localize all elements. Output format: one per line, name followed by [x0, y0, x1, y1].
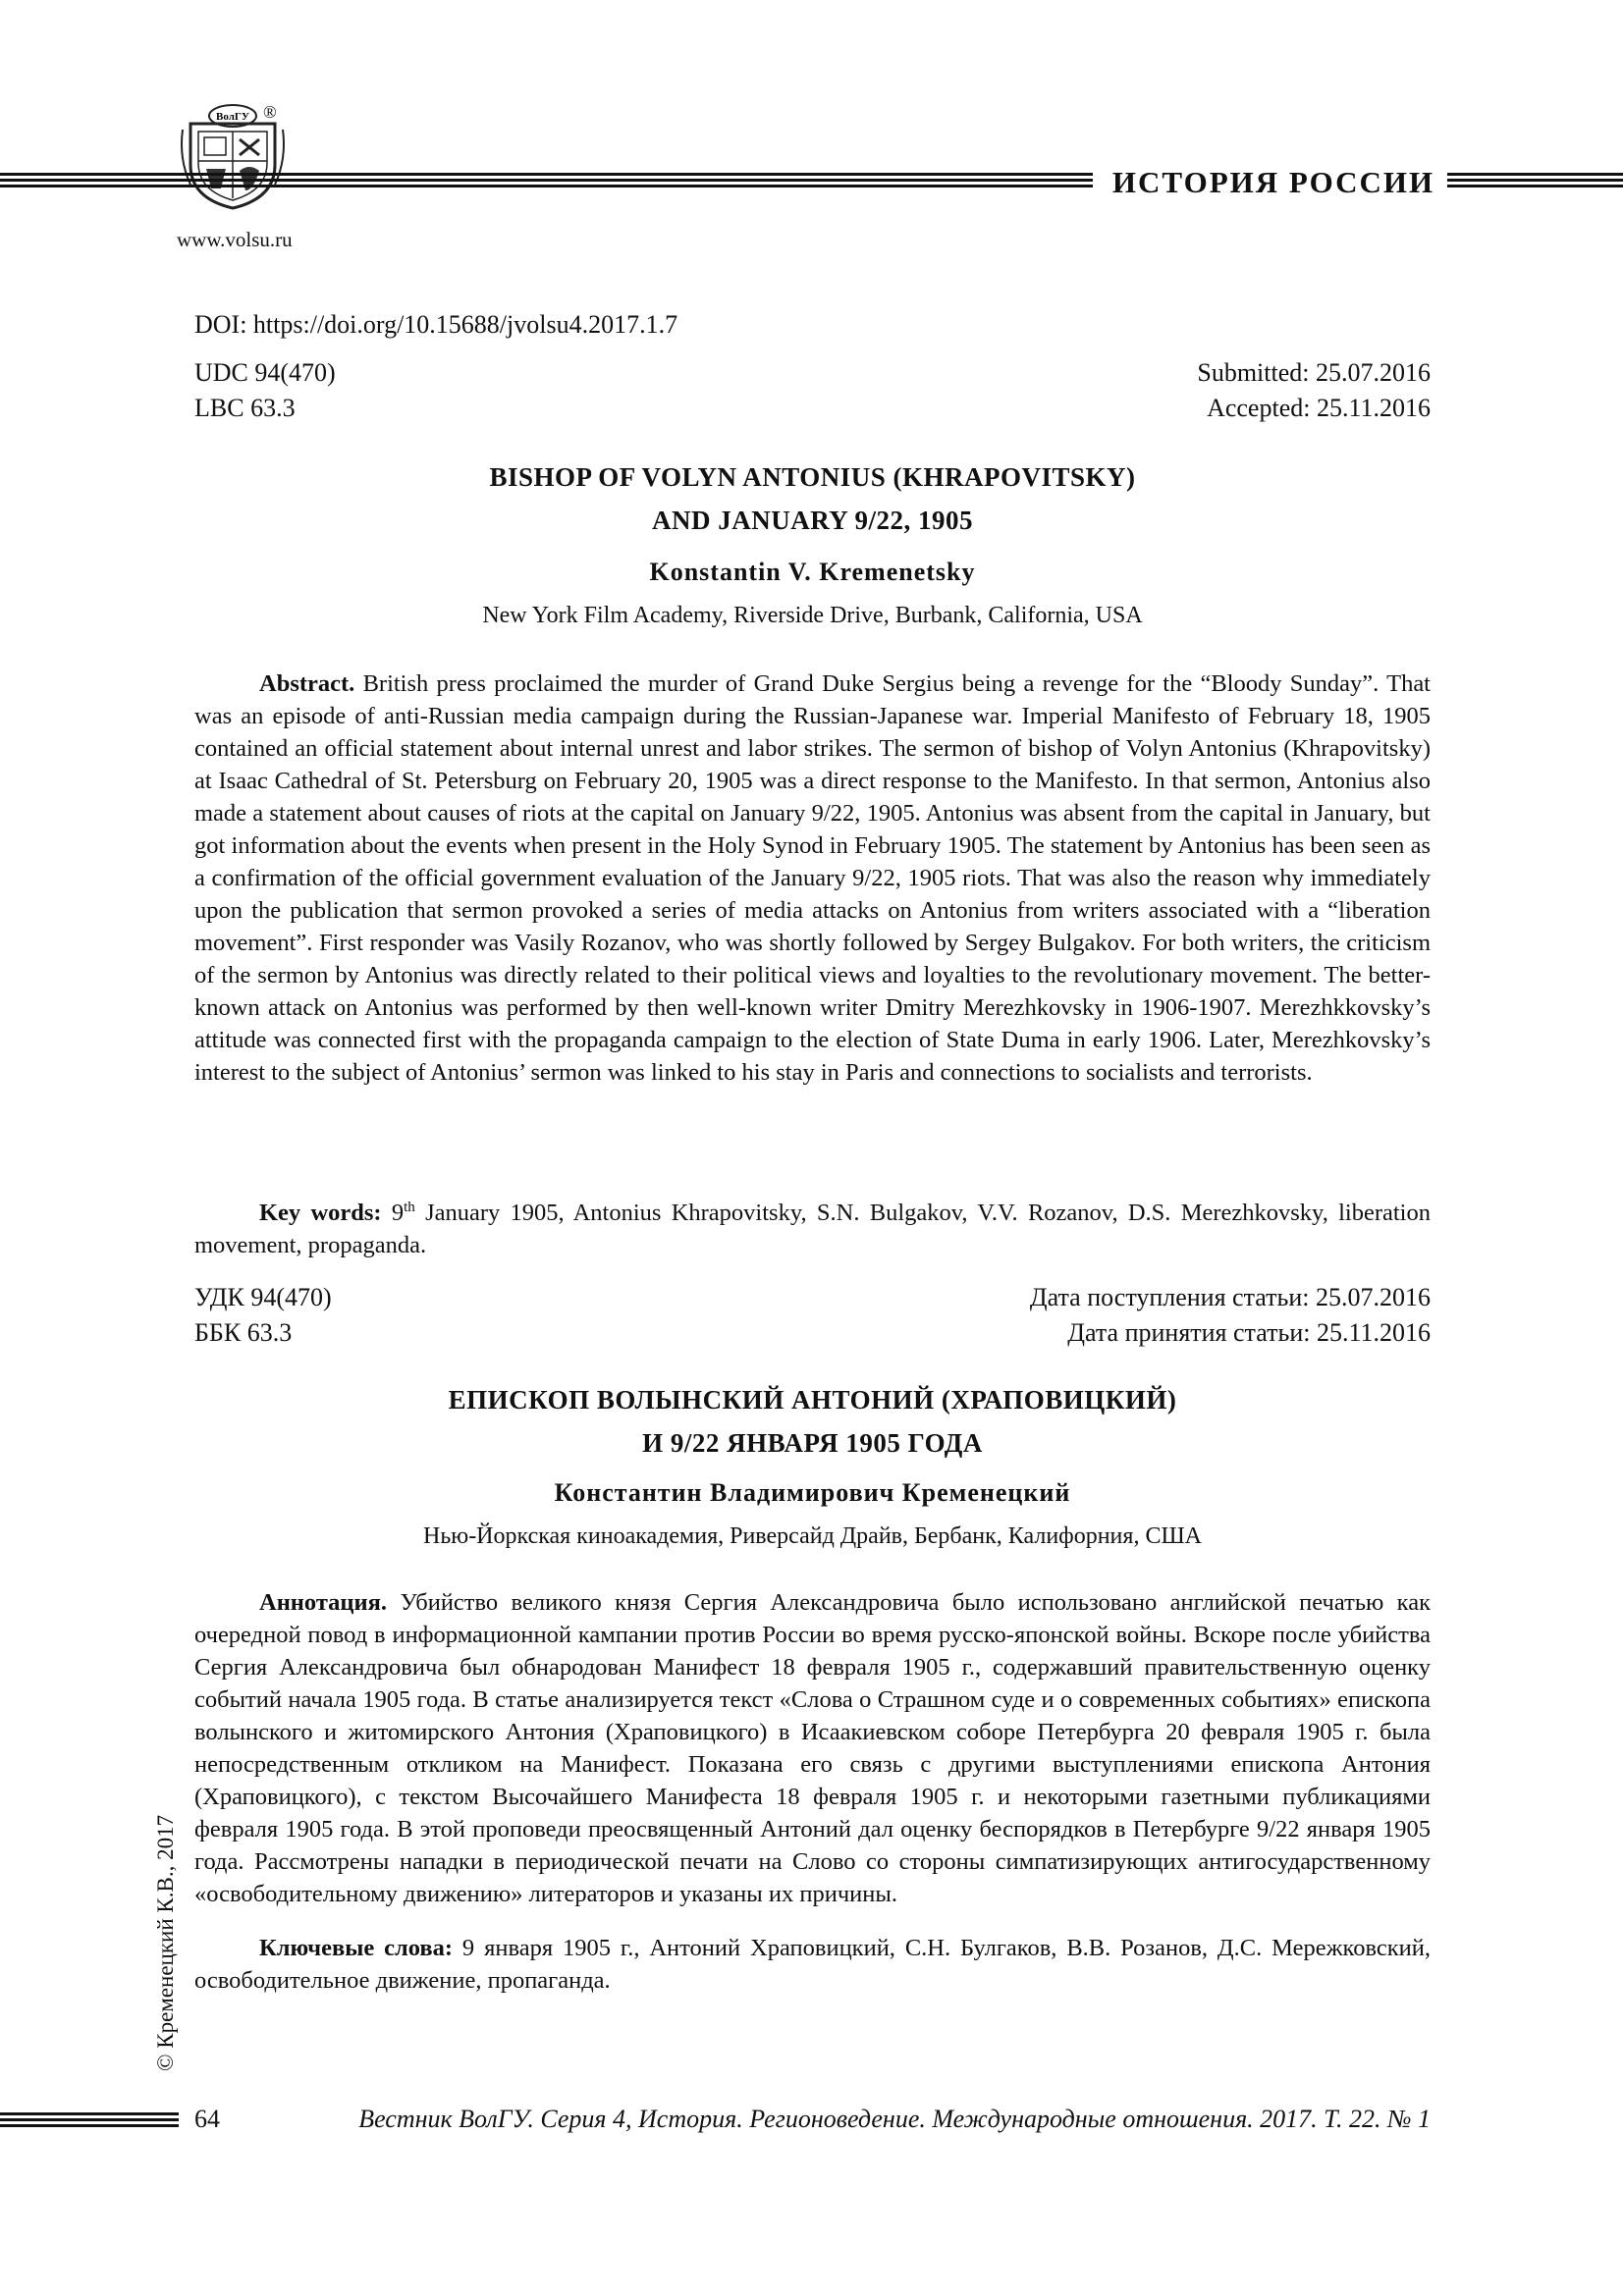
- dates-ru: [1030, 1280, 1431, 1351]
- udc-ru: УДК 94(470): [194, 1283, 332, 1311]
- keywords-ru: [194, 1932, 1431, 1997]
- article-title-en: [194, 455, 1431, 542]
- doi: DOI: https://doi.org/10.15688/jvolsu4.2017.1.7: [194, 310, 678, 339]
- title-ru-line2: И 9/22 ЯНВАРЯ 1905 ГОДА: [642, 1428, 983, 1458]
- journal-citation: Вестник ВолГУ. Серия 4, История. Регионоведение. Международные отношения. 2017. Т. 22. № 1: [358, 2105, 1431, 2133]
- logo-text: ВолГУ: [216, 111, 249, 123]
- keywords-label-ru: Ключевые слова:: [259, 1935, 454, 1961]
- lbc-ru: ББК 63.3: [194, 1318, 293, 1347]
- accepted-date: Accepted: 25.11.2016: [1207, 394, 1431, 422]
- title-ru-line1: ЕПИСКОП ВОЛЫНСКИЙ АНТОНИЙ (ХРАПОВИЦКИЙ): [448, 1385, 1177, 1415]
- abstract-ru: [194, 1586, 1431, 1910]
- abstract-en: [194, 667, 1431, 1089]
- website-url: www.volsu.ru: [177, 228, 293, 251]
- abstract-text-en: British press proclaimed the murder of Grand Duke Sergius being a revenge for the “Bloody Sunday”. That was an episode of anti-Russian media campaign during the Russian-Japanese war. Imperial Manifesto of February 18, 1905 contained an official statement about internal unrest and labor strikes. The sermon of bishop of Volyn Antonius (Khrapovitsky) at Isaac Cathedral of St. Petersburg on February 20, 1905 was a direct response to the Manifesto. In that sermon, Antonius also made a statement about causes of riots at the capital on January 9/22, 1905. Antonius was absent from the capital in January, but got information about the events when present in the Holy Synod in February 1905. The statement by Antonius has been seen as a confirmation of the official government evaluation of the January 9/22, 1905 riots. That was also the reason why immediately upon the publication that sermon provoked a series of media attacks on Antonius from writers associated with a “liberation movement”. First responder was Vasily Rozanov, who was shortly followed by Sergey Bulgakov. For both writers, the criticism of the sermon by Antonius was directly related to their political views and loyalties to the revolutionary movement. The better-known attack on Antonius was performed by then well-known writer Dmitry Merezhkovsky in 1906-1907. Merezhkkovsky’s attitude was connected first with the propaganda campaign to the election of State Duma in early 1906. Later, Merezhkovsky’s interest to the subject of Antonius’ sermon was linked to his stay in Paris and connections to socialists and terrorists.: [194, 670, 1431, 1086]
- title-en-line1: BISHOP OF VOLYN ANTONIUS (KHRAPOVITSKY): [489, 462, 1136, 492]
- registered-mark: ®: [263, 102, 277, 122]
- keywords-9: 9: [381, 1200, 405, 1227]
- submitted-date: Submitted: 25.07.2016: [1197, 358, 1431, 387]
- classification-ru: [194, 1280, 332, 1351]
- accepted-date-ru: Дата принятия статьи: 25.11.2016: [1067, 1318, 1431, 1347]
- lbc-en: LBC 63.3: [194, 394, 296, 422]
- abstract-label-ru: Аннотация.: [259, 1589, 388, 1616]
- dates-en: [1197, 355, 1431, 426]
- section-title: ИСТОРИЯ РОССИИ: [1111, 165, 1435, 199]
- keywords-sup: th: [404, 1200, 415, 1215]
- keywords-label-en: Key words:: [259, 1200, 382, 1227]
- keywords-text-en: January 1905, Antonius Khrapovitsky, S.N. Bulgakov, V.V. Rozanov, D.S. Merezhkovsky, liberation movement, propaganda.: [194, 1200, 1431, 1259]
- page-number: 64: [194, 2105, 220, 2133]
- keywords-en: [194, 1192, 1431, 1261]
- affiliation-en: New York Film Academy, Riverside Drive, Burbank, California, USA: [482, 603, 1143, 628]
- author-en: Konstantin V. Kremenetsky: [649, 558, 976, 586]
- article-title-ru: [194, 1378, 1431, 1465]
- header-rule-right: [1447, 173, 1623, 192]
- footer-rule: [0, 2112, 179, 2130]
- copyright-notice: © Кременецкий К.В., 2017: [153, 1814, 178, 2071]
- affiliation-ru: Нью-Йоркская киноакадемия, Риверсайд Драйв, Бербанк, Калифорния, США: [422, 1523, 1202, 1549]
- title-en-line2: AND JANUARY 9/22, 1905: [651, 506, 974, 535]
- abstract-label-en: Abstract.: [259, 670, 355, 697]
- abstract-text-ru: Убийство великого князя Сергия Александровича было использовано английской печатью как очередной повод в информационной кампании против России во время русско-японской войны. Вскоре после убийства Сергия Александровича был обнародован Манифест 18 февраля 1905 г., содержавший правительственную оценку событий начала 1905 года. В статье анализируется текст «Слова о Страшном суде и о современных событиях» епископа волынского и житомирского Антония (Храповицкого) в Исаакиевском соборе Петербурга 20 февраля 1905 г. была непосредственным откликом на Манифест. Показана его связь с другими выступлениями епископа Антония (Храповицкого), с текстом Высочайшего Манифеста 18 февраля 1905 г. и некоторыми газетными публикациями февраля 1905 года. В этой проповеди преосвященный Антоний дал оценку беспорядков в Петербурге 9/22 января 1905 года. Рассмотрены нападки в периодической печати на Слово со стороны симпатизирующих антигосударственному «освободительному движению» литераторов и указаны их причины.: [194, 1589, 1431, 1907]
- received-date-ru: Дата поступления статьи: 25.07.2016: [1029, 1283, 1431, 1311]
- classification-en: [194, 355, 336, 426]
- keywords-text-ru: 9 января 1905 г., Антоний Храповицкий, С.Н. Булгаков, В.В. Розанов, Д.С. Мережковский, освободительное движение, пропаганда.: [194, 1935, 1431, 1994]
- udc-en: UDC 94(470): [194, 358, 336, 387]
- author-ru: Константин Владимирович Кременецкий: [554, 1478, 1071, 1507]
- header-rule-left: [0, 173, 1093, 192]
